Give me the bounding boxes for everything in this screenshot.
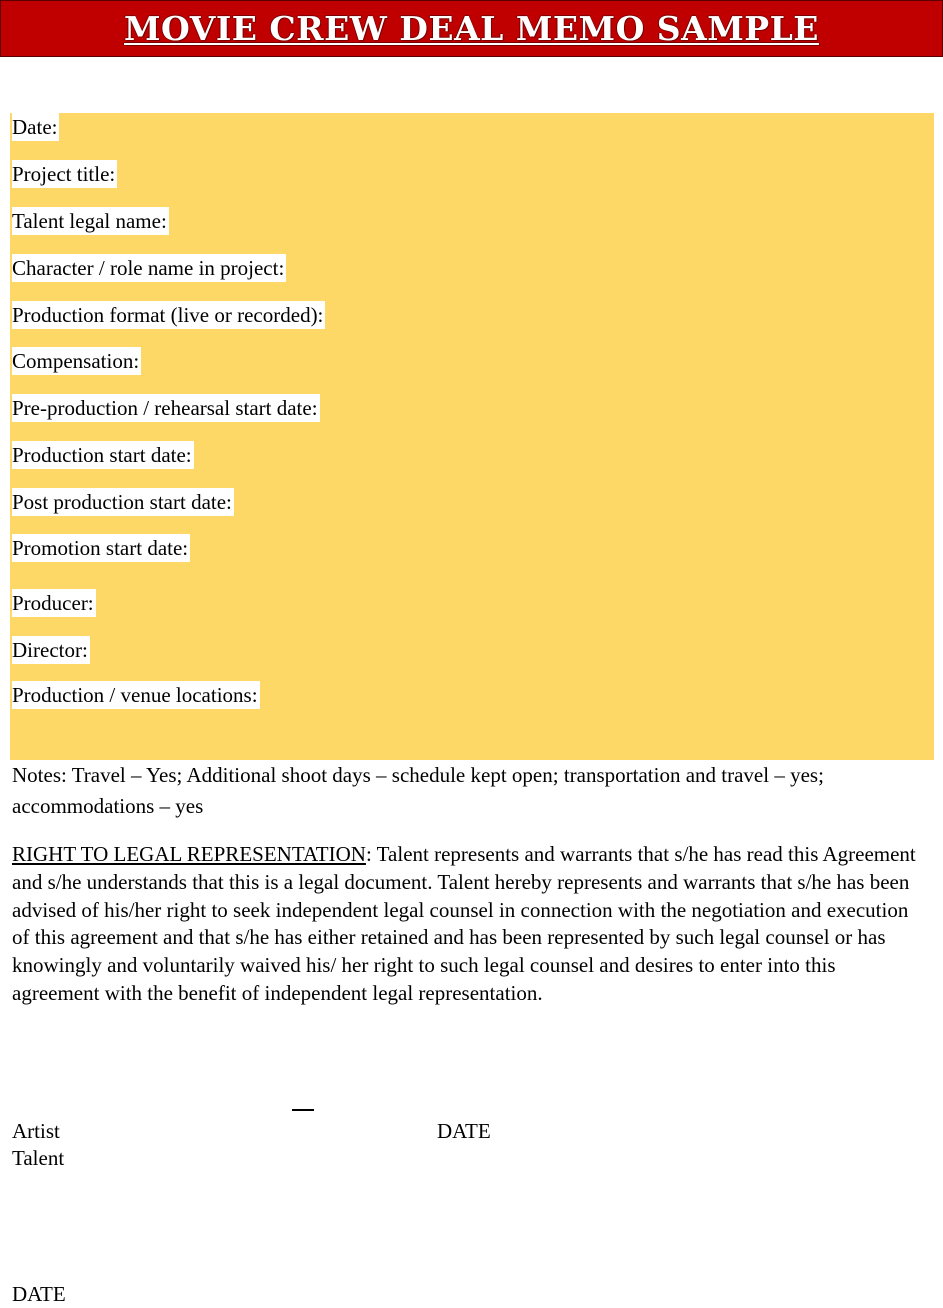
field-label-talent-legal-name: Talent legal name: [12,209,167,233]
legal-representation-paragraph [12,841,922,1008]
talent-date-label: DATE [12,1282,66,1306]
legal-representation-body: : Talent represents and warrants that s/he has read this Agreement and s/he understands that this is a legal document. Talent hereby represents and warrants that s/he has been advised of his/her right to seek independent legal counsel in connection with the negotiation and execution of this agreement and that s/he has either retained and has been represented by such legal counsel or has knowingly and voluntarily waived his/ her right to such legal counsel and desires to enter into this agreement with the benefit of independent legal representation. [12,842,916,1005]
field-label-character-role: Character / role name in project: [12,256,285,280]
legal-representation-heading: RIGHT TO LEGAL REPRESENTATION [12,842,366,866]
signature-line-mark [294,1109,314,1113]
page-title: MOVIE CREW DEAL MEMO SAMPLE [124,9,819,48]
talent-label: Talent [12,1146,65,1170]
field-label-preproduction-start: Pre-production / rehearsal start date: [12,396,318,420]
notes-paragraph: Notes: Travel – Yes; Additional shoot days – schedule kept open; transportation and travel – yes; accommodations – yes [12,763,824,818]
field-label-compensation: Compensation: [12,349,140,373]
field-label-promotion-start: Promotion start date: [12,536,189,560]
field-label-director: Director: [12,638,88,662]
field-label-post-production-start: Post production start date: [12,490,232,514]
field-label-producer: Producer: [12,591,94,615]
field-label-production-start: Production start date: [12,443,192,467]
field-label-project-title: Project title: [12,162,116,186]
artist-label: Artist [12,1119,60,1143]
field-label-date: Date: [12,115,58,139]
field-label-production-format: Production format (live or recorded): [12,303,324,327]
artist-date-label: DATE [437,1119,491,1143]
field-label-venue-locations: Production / venue locations: [12,683,258,707]
title-banner [0,0,943,57]
